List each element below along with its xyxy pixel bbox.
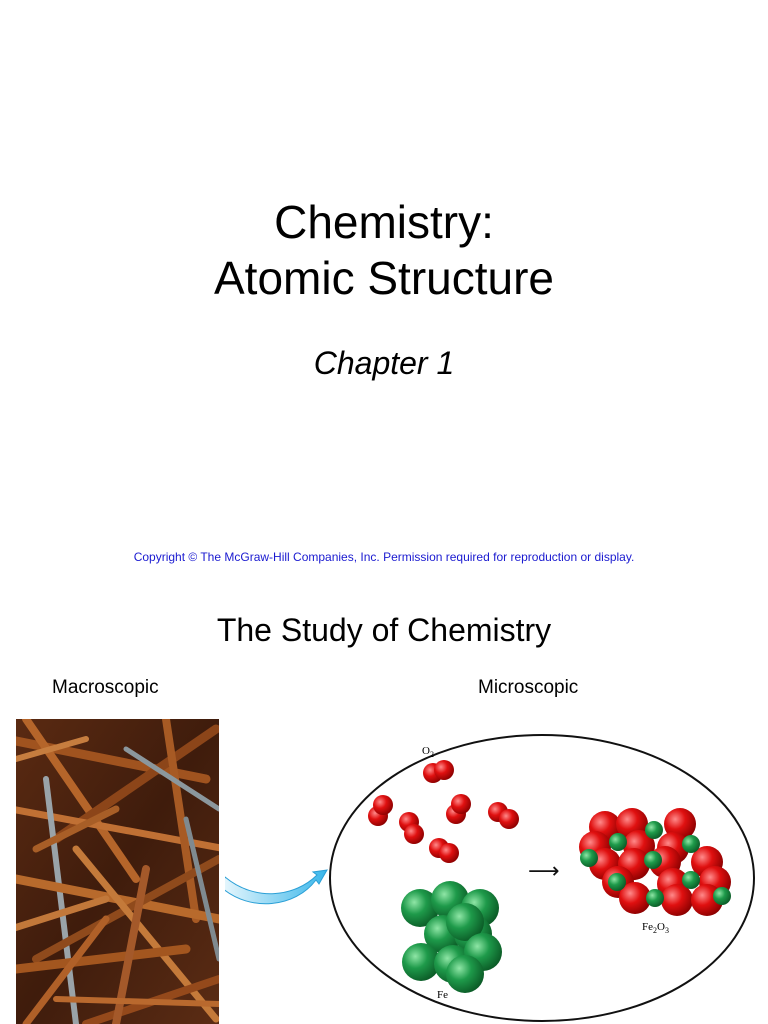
chapter-subtitle: Chapter 1 <box>313 345 455 381</box>
macroscopic-label: Macroscopic <box>52 677 159 698</box>
copyright-notice: Copyright © The McGraw-Hill Companies, Inc. Permission required for reproduction or display. <box>133 550 635 564</box>
microscopic-label: Microscopic <box>478 677 579 698</box>
transition-arrow-icon <box>225 870 327 904</box>
rusty-nails-photo <box>16 719 219 1024</box>
microscopic-diagram <box>225 712 760 1024</box>
title-line-1: Chemistry: <box>274 196 494 248</box>
title-line-2: Atomic Structure <box>214 252 554 304</box>
reaction-arrow-icon: ⟶ <box>528 859 560 884</box>
fe-label: Fe <box>437 989 448 1001</box>
section-title: The Study of Chemistry <box>216 612 552 648</box>
fe2o3-label: $Fe_2O_3$ <box>642 921 669 935</box>
o2-label: $O_2$ <box>422 745 434 759</box>
slide-title <box>0 194 768 306</box>
